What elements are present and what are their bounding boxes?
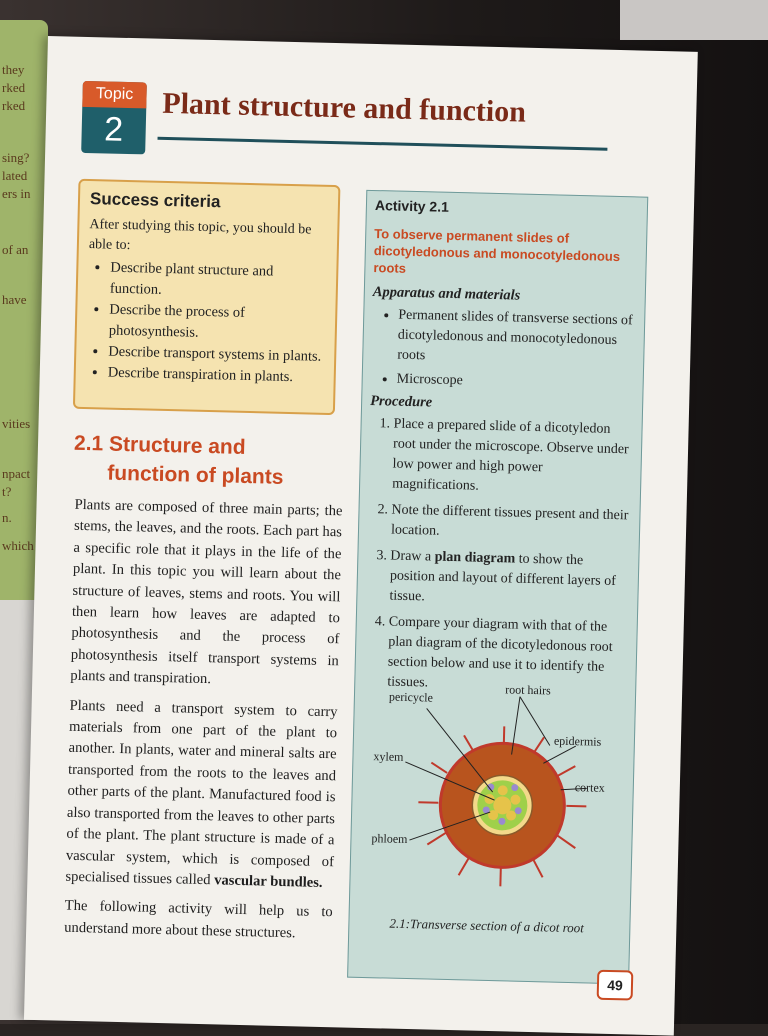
procedure-list (363, 414, 634, 698)
left-page-word: npact (2, 466, 30, 482)
topic-label: Topic (82, 81, 147, 109)
apparatus-heading: Apparatus and materials (373, 284, 637, 307)
procedure-heading: Procedure (370, 393, 634, 416)
paragraph-text: Plants need a transport system to carry materials from one part of the plant to another. In plants, water and mineral salts are transported from the roots to the leaves and other parts of the plant. Manufactured food is also transported from the leaves to other parts of the plant. The plant structure is made of a vascular system, which is composed of specialised tissues called (65, 697, 337, 888)
list-item: • Permanent slides of transverse sections of dicotyledonous and monocotyledonous roots (397, 306, 636, 372)
label-cortex: cortex (575, 780, 605, 796)
root-cross-section-svg (350, 679, 638, 916)
diagram-caption: 2.1:Transverse section of a dicot root (389, 916, 584, 937)
page-title: Plant structure and function (162, 87, 526, 130)
vascular-bundles-term: vascular bundles. (214, 872, 323, 891)
success-criteria-heading: Success criteria (90, 189, 328, 215)
plan-diagram-term: plan diagram (435, 550, 516, 567)
root-diagram (350, 679, 638, 916)
paragraph (65, 695, 338, 894)
success-criteria-list (86, 257, 327, 389)
label-epidermis: epidermis (554, 734, 602, 750)
procedure-step (389, 547, 630, 613)
procedure-step: 4. Compare your diagram with that of the plan diagram of the dicotyledonous root section below and use it to identify the tissues. (387, 613, 629, 699)
procedure-step: 1. Place a prepared slide of a dicotyledon root under the microscope. Observe under low power and high power magnifications. (392, 415, 634, 501)
topic-number: 2 (81, 107, 146, 153)
apparatus-list (370, 305, 636, 395)
success-criteria-intro: After studying this topic, you should be able to: (89, 215, 328, 261)
body-text (64, 495, 343, 954)
list-item: • Describe transpiration in plants. (108, 363, 324, 389)
list-item: • Microscope (396, 370, 634, 396)
left-page-word: of an (2, 242, 28, 258)
page-number: 49 (597, 970, 634, 1001)
left-page-word: sing? (2, 150, 29, 166)
paragraph: Plants are composed of three main parts; the stems, the leaves, and the roots. Each part has a specific role that it plays in the life of the plant. In this topic you will learn about the structure of leaves, stems and roots. You will then learn how leaves are adapted to photosynthesis and the process of photosynthesis itself transport systems in plants and transpiration. (70, 495, 343, 694)
list-item: • Describe plant structure and function. (110, 258, 327, 305)
left-page-word: n. (2, 510, 12, 526)
left-page-word: rked (2, 98, 25, 114)
title-underline (157, 137, 607, 151)
success-criteria-box (73, 179, 341, 415)
left-page-word: rked (2, 80, 25, 96)
left-page-word: vities (2, 416, 30, 432)
left-page-word: lated (2, 168, 27, 184)
section-heading-line2: function of plants (73, 458, 334, 493)
list-item: • Describe transport systems in plants. (108, 342, 324, 368)
left-page-word: which (2, 538, 34, 554)
background-wall (620, 0, 768, 40)
activity-subtitle: To observe permanent slides of dicotyledonous and monocotyledonous roots (373, 225, 638, 282)
left-page-word: ers in (2, 186, 31, 202)
label-root-hairs: root hairs (505, 682, 551, 698)
label-xylem: xylem (373, 749, 403, 765)
label-pericycle: pericycle (389, 690, 433, 706)
list-item: • Describe the process of photosynthesis. (109, 300, 326, 347)
step-text: to show the position and layout of different layers of tissue. (389, 552, 616, 605)
topic-badge (81, 81, 147, 155)
paragraph: The following activity will help us to understand more about these structures. (64, 896, 333, 945)
section-heading (73, 429, 334, 493)
activity-box (347, 190, 648, 985)
textbook-page (24, 36, 698, 1036)
left-page-word: t? (2, 484, 11, 500)
left-page-word: have (2, 292, 27, 308)
procedure-step: 2. Note the different tissues present and their location. (391, 501, 632, 547)
section-heading-line1: 2.1 Structure and (74, 432, 246, 459)
step-text: Draw a (390, 549, 431, 565)
left-page-word: they (2, 62, 24, 78)
activity-title: Activity 2.1 (375, 197, 639, 219)
label-phloem: phloem (371, 831, 407, 847)
